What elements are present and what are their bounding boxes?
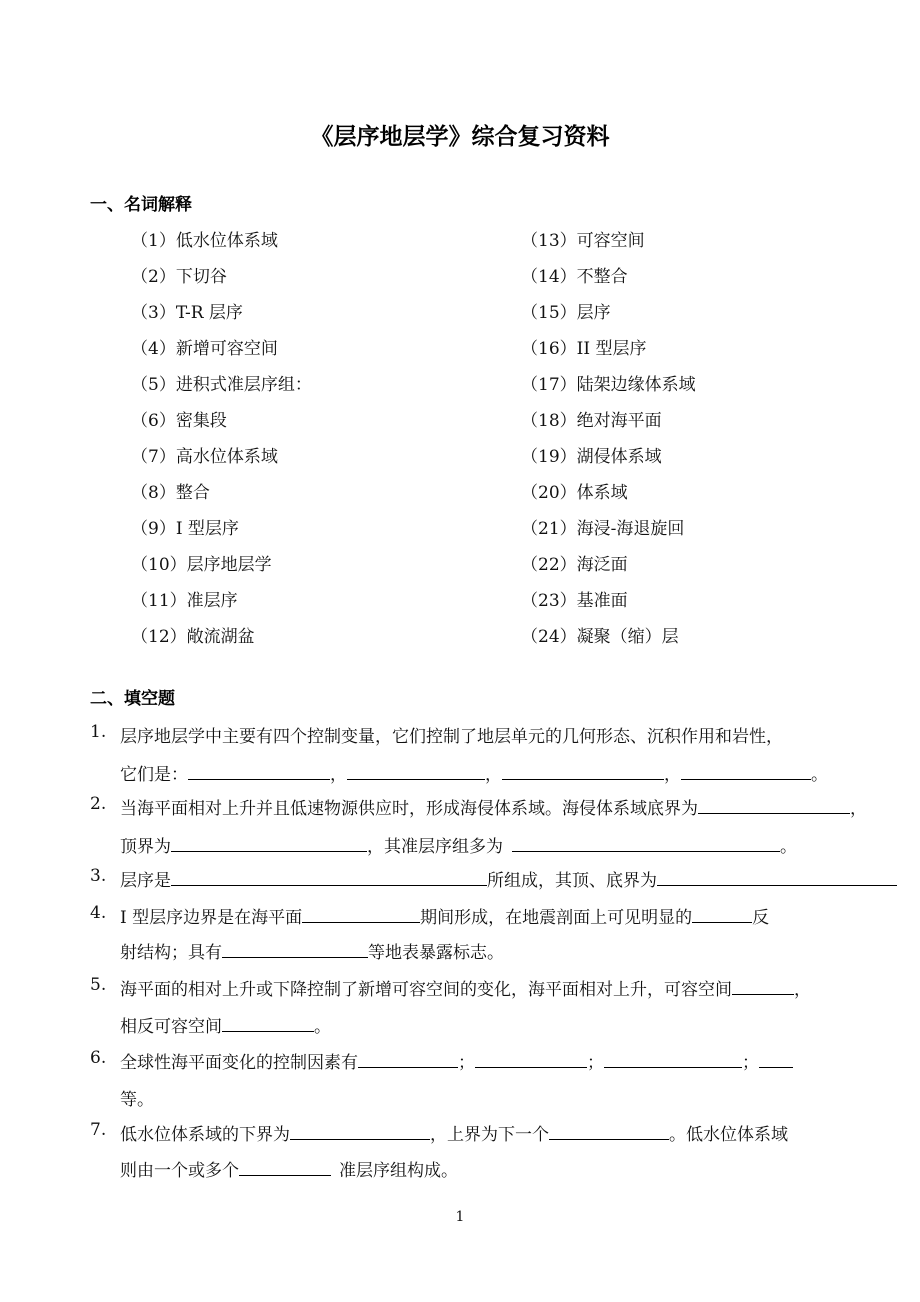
question-text: 层序是 所组成，其顶、底界为 [120,866,897,891]
question-text: 当海平面相对上升并且低速物源供应时，形成海侵体系域。海侵体系域底界为 ， [120,799,867,819]
answer-blank[interactable] [347,764,485,780]
answer-blank[interactable] [222,1016,314,1032]
term-item: （11）准层序 [131,591,238,611]
term-item: （4）新增可容空间 [131,339,278,359]
question-text: 射结构；具有 等地表暴露标志。 [120,943,504,963]
answer-blank[interactable] [171,870,487,886]
term-item: （1）低水位体系域 [131,231,278,251]
answer-blank[interactable] [475,1052,587,1068]
answer-blank[interactable] [657,870,897,886]
question-number: 6. [90,1048,107,1068]
term-item: （23）基准面 [521,591,628,611]
term-item: （10）层序地层学 [131,555,272,575]
question-text: 相反可容空间 。 [120,1017,331,1037]
question-number: 1. [90,722,107,742]
term-item: （15）层序 [521,303,611,323]
question-text: 顶界为 ，其准层序组多为 。 [120,837,797,857]
question-text: I 型层序边界是在海平面 期间形成，在地震剖面上可见明显的 反 [120,908,770,928]
term-item: （21）海浸-海退旋回 [521,519,685,539]
question-number: 5. [90,975,107,995]
question-text: 海平面的相对上升或下降控制了新增可容空间的变化，海平面相对上升，可容空间 ， [120,980,811,1000]
question-number: 2. [90,794,107,814]
answer-blank[interactable] [549,1124,669,1140]
page-number: 1 [455,1209,465,1225]
term-item: （13）可容空间 [521,231,645,251]
term-item: （18）绝对海平面 [521,411,662,431]
term-item: （7）高水位体系域 [131,447,278,467]
document-title: 《层序地层学》综合复习资料 [310,124,610,150]
answer-blank[interactable] [759,1052,793,1068]
answer-blank[interactable] [290,1124,430,1140]
answer-blank[interactable] [188,764,330,780]
answer-blank[interactable] [358,1052,458,1068]
answer-blank[interactable] [239,1160,331,1176]
answer-blank[interactable] [604,1052,742,1068]
question-text: 等。 [120,1090,154,1110]
term-item: （19）湖侵体系域 [521,447,662,467]
term-item: （6）密集段 [131,411,227,431]
term-item: （8）整合 [131,483,210,503]
question-number: 4. [90,903,107,923]
question-text: 全球性海平面变化的控制因素有 ； ； ； [120,1048,793,1073]
question-number: 7. [90,1120,107,1140]
term-item: （16）II 型层序 [521,339,647,359]
term-item: （3）T-R 层序 [131,303,243,323]
term-item: （22）海泛面 [521,555,628,575]
answer-blank[interactable] [502,764,664,780]
question-text: 低水位体系域的下界为 ，上界为下一个 。低水位体系域 [120,1125,788,1145]
term-item: （20）体系域 [521,483,628,503]
term-item: （5）进积式准层序组： [131,375,312,395]
term-item: （12）敞流湖盆 [131,627,255,647]
question-text: 它们是： ， ， ， 。 [120,765,828,785]
term-item: （14）不整合 [521,267,628,287]
answer-blank[interactable] [732,979,794,995]
question-number: 3. [90,866,107,886]
answer-blank[interactable] [692,907,752,923]
answer-blank[interactable] [681,764,811,780]
section-heading-fill-blank: 二、填空题 [90,689,175,709]
question-text: 层序地层学中主要有四个控制变量，它们控制了地层单元的几何形态、沉积作用和岩性， [120,727,783,747]
term-item: （2）下切谷 [131,267,227,287]
answer-blank[interactable] [171,836,367,852]
section-heading-terms: 一、名词解释 [90,195,192,215]
answer-blank[interactable] [302,907,420,923]
term-item: （9）I 型层序 [131,519,239,539]
term-item: （24）凝聚（缩）层 [521,627,679,647]
answer-blank[interactable] [512,836,780,852]
answer-blank[interactable] [698,798,850,814]
answer-blank[interactable] [222,942,368,958]
question-text: 则由一个或多个 准层序组构成。 [120,1161,458,1181]
term-item: （17）陆架边缘体系域 [521,375,696,395]
